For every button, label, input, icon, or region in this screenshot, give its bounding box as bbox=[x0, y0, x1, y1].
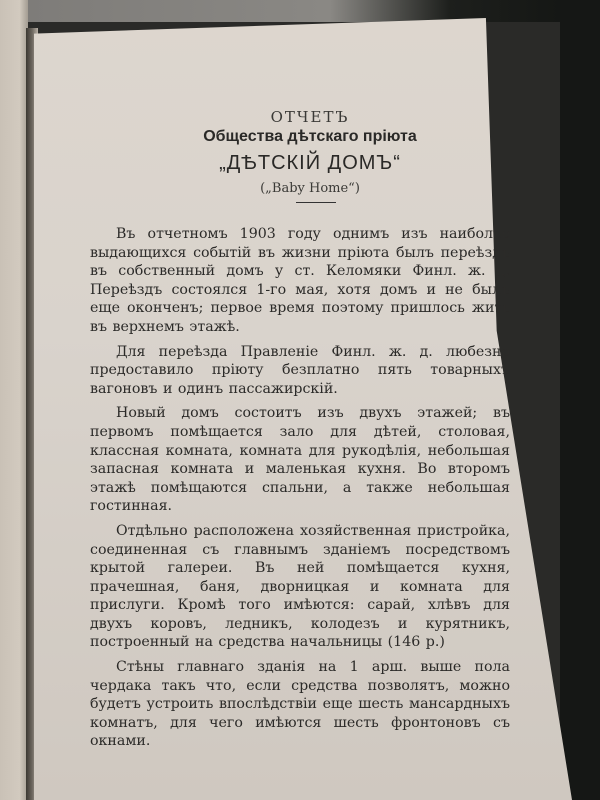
society-heading: Общества дѣтскаго прiюта bbox=[203, 128, 417, 145]
paragraph-new-house: Новый домъ состоитъ изъ двухъ этажей; въ первомъ помѣщается зало для дѣтей, столовая, классная комната, комната для рукодѣлiя, небольшая запасная комната и маленькая кухня. Во второмъ этажѣ помѣщаются спальни, а также небольшая гостинная. bbox=[90, 405, 510, 515]
paragraph-outbuilding: Отдѣльно расположена хозяйственная пристройка, соединенная съ главнымъ зданiемъ посредствомъ крытой галереи. Въ ней помѣщается кухня, прачешная, баня, дворницкая и комната для прислуги. Кромѣ того имѣются: сарай, хлѣвъ для двухъ коровъ, ледникъ, колодезъ и курятникъ, построенный на средства начальницы (146 р.) bbox=[90, 522, 510, 651]
background-right bbox=[560, 0, 600, 800]
english-name: („Baby Home“) bbox=[260, 181, 360, 196]
left-page-edge bbox=[0, 0, 28, 800]
paragraph-walls: Стѣны главнаго зданiя на 1 арш. выше пола чердака такъ что, если средства позволятъ, можно будетъ устроить впослѣдствiи еще шесть мансардныхъ комнатъ, для чего имѣются шесть фронтоновъ съ окнами. bbox=[90, 659, 510, 750]
page-content bbox=[90, 108, 510, 757]
orphanage-name: „ДѢТСКIЙ ДОМЪ“ bbox=[219, 152, 401, 174]
background-top bbox=[0, 0, 600, 22]
paragraph-railway: Для переѣзда Правленiе Финл. ж. д. любезно предоставило прiюту безплатно пять товарныхъ вагоновъ и одинъ пассажирскiй. bbox=[90, 343, 510, 397]
report-heading: ОТЧЕТЪ bbox=[270, 108, 350, 126]
divider-rule bbox=[296, 202, 336, 203]
paragraph-move: Въ отчетномъ 1903 году однимъ изъ наиболѣе выдающихся событiй въ жизни прiюта былъ переѣздъ въ собственный домъ у ст. Келомяки Финл. ж. д. Переѣздъ состоялся 1-го мая, хотя домъ и не былъ еще оконченъ; первое время поэтому пришлось жить въ верхнемъ этажѣ. bbox=[90, 226, 510, 335]
